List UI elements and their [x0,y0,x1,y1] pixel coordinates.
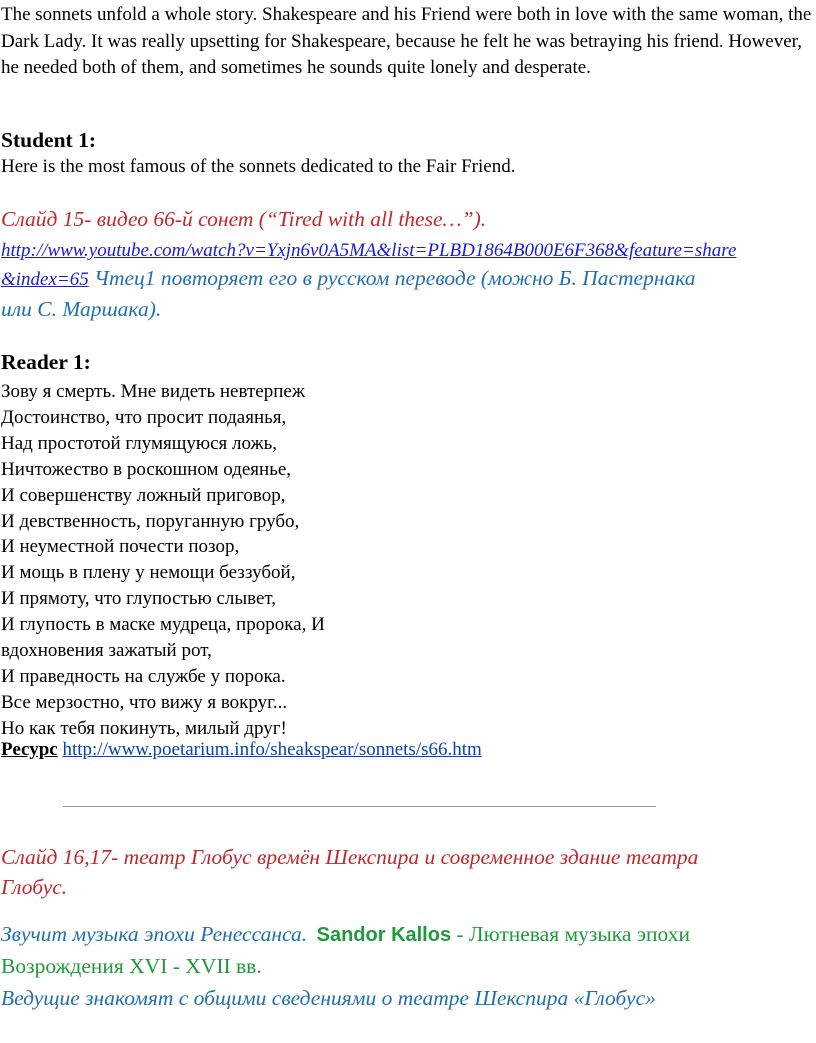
sonnet-verse [1,379,325,742]
youtube-link-line1 [1,240,736,262]
slide15-title: Слайд 15- видео 66-й сонет (“Tired with all these…”). [1,207,487,231]
music-desc-continued: Возрождения XVI - XVII вв. [1,954,262,978]
youtube-link[interactable]: http://www.youtube.com/watch?v=Yxjn6v0A5MA&list=PLBD1864B000E6F368&feature=share [1,240,737,261]
youtube-link-continued[interactable]: &index=65 [1,269,89,290]
verse-line: И неуместной почести позор, [1,536,240,558]
verse-line: И глупость в маске мудреца, пророка, И [1,614,325,636]
resource-line [1,739,482,761]
reader1-heading: Reader 1: [1,350,91,374]
music-lead: Звучит музыка эпохи Ренессанса. [1,922,308,946]
verse-line: вдохновения зажатый рот, [1,640,212,662]
verse-line: Все мерзостно, что вижу я вокруг... [1,691,288,713]
intro-paragraph: The sonnets unfold a whole story. Shakespeare and his Friend were both in love with the same woman, the Dark Lady. It was really upsetting for Shakespeare, because he felt he was betraying his friend. However, he needed both of them, and sometimes he sounds quite lonely and desperate. [1,4,812,78]
music-line [1,922,690,947]
verse-line: И прямоту, что глупостью слывет, [1,588,277,610]
verse-line: Ничтожество в роскошном одеянье, [1,458,292,480]
reader-note-continued: или С. Маршака). [1,297,162,321]
section-divider [63,806,656,807]
verse-line: Над простотой глумящуюся ложь, [1,432,278,454]
music-artist: Sandor Kallos [316,924,452,946]
slide15-reader-line [1,266,696,291]
reader-note: Чтец1 повторяет его в русском переводе (можно Б. Пастернака [88,266,696,290]
student1-text: Here is the most famous of the sonnets dedicated to the Fair Friend. [1,156,516,177]
verse-line: Но как тебя покинуть, милый друг! [1,717,287,739]
slide16-line2: Глобус. [1,875,68,899]
verse-line: И мощь в плену у немощи беззубой, [1,562,296,584]
music-desc: - Лютневая музыка эпохи [451,922,691,946]
poetarium-link[interactable]: http://www.poetarium.info/sheakspear/sonnets/s66.htm [62,739,482,760]
verse-line: И совершенству ложный приговор, [1,484,286,506]
verse-line: И праведность на службе у порока. [1,665,286,687]
slide16-line1: Слайд 16,17- театр Глобус времён Шекспира и современное здание театра [1,845,699,869]
resource-label: Ресурс [1,739,58,760]
verse-line: Зову я смерть. Мне видеть невтерпеж [1,381,305,402]
verse-line: Достоинство, что просит подаянья, [1,406,287,428]
verse-line: И девственность, поруганную грубо, [1,510,300,532]
hosts-line: Ведущие знакомят с общими сведениями о театре Шекспира «Глобус» [1,986,656,1010]
student1-heading: Student 1: [1,128,96,152]
